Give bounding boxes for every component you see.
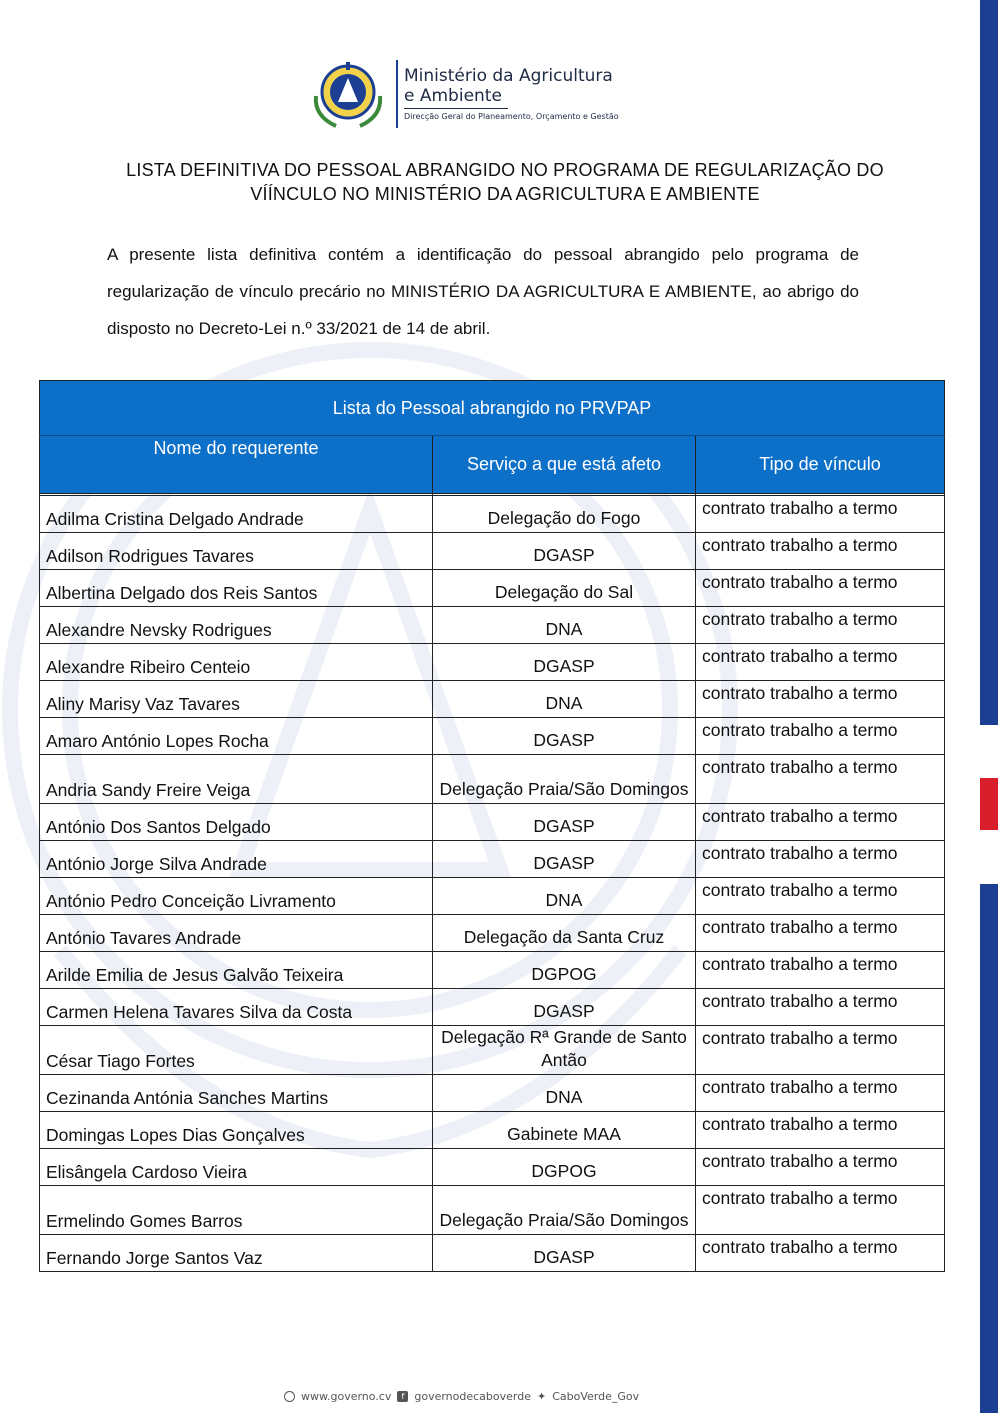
table-row: [40, 718, 945, 755]
cell-name: Alexandre Ribeiro Centeio: [40, 644, 433, 681]
cell-service: DGPOG: [433, 1149, 696, 1186]
table-body: [40, 494, 945, 1272]
table-title: Lista do Pessoal abrangido no PRVPAP: [40, 381, 945, 436]
cell-type: contrato trabalho a termo: [696, 533, 945, 570]
cell-service: Delegação Praia/São Domingos: [433, 755, 696, 804]
footer-website[interactable]: www.governo.cv: [301, 1390, 392, 1403]
globe-icon: [284, 1391, 295, 1402]
table-row: [40, 1112, 945, 1149]
cell-service: Delegação do Fogo: [433, 496, 696, 533]
ministry-logo: [308, 58, 388, 130]
cell-name: Amaro António Lopes Rocha: [40, 718, 433, 755]
cell-name: Adilson Rodrigues Tavares: [40, 533, 433, 570]
footer-facebook[interactable]: governodecaboverde: [414, 1390, 531, 1403]
footer-twitter[interactable]: CaboVerde_Gov: [552, 1390, 640, 1403]
cell-name: Albertina Delgado dos Reis Santos: [40, 570, 433, 607]
table-row: [40, 681, 945, 718]
cell-service: DNA: [433, 607, 696, 644]
ministry-line2: e Ambiente: [404, 86, 508, 109]
cell-service: DGASP: [433, 644, 696, 681]
cell-type: contrato trabalho a termo: [696, 496, 945, 533]
directorate-name: Direcção Geral do Planeamento, Orçamento e Gestão: [404, 112, 619, 121]
cell-name: Arilde Emilia de Jesus Galvão Teixeira: [40, 952, 433, 989]
cell-name: Aliny Marisy Vaz Tavares: [40, 681, 433, 718]
cell-name: Elisângela Cardoso Vieira: [40, 1149, 433, 1186]
cell-type: contrato trabalho a termo: [696, 644, 945, 681]
ministry-name: [404, 66, 613, 109]
cell-name: Carmen Helena Tavares Silva da Costa: [40, 989, 433, 1026]
table-row: [40, 607, 945, 644]
cell-type: contrato trabalho a termo: [696, 1149, 945, 1186]
table-row: [40, 1235, 945, 1272]
cell-type: contrato trabalho a termo: [696, 1186, 945, 1235]
cell-name: Adilma Cristina Delgado Andrade: [40, 496, 433, 533]
logo-divider: [396, 60, 398, 128]
column-header-name: Nome do requerente: [40, 436, 433, 494]
cell-type: contrato trabalho a termo: [696, 681, 945, 718]
document-title: [40, 158, 970, 206]
cell-name: António Dos Santos Delgado: [40, 804, 433, 841]
cell-service: DGASP: [433, 841, 696, 878]
table-row: [40, 989, 945, 1026]
cell-service: DNA: [433, 681, 696, 718]
cell-name: Fernando Jorge Santos Vaz: [40, 1235, 433, 1272]
cell-type: contrato trabalho a termo: [696, 989, 945, 1026]
cell-name: Cezinanda Antónia Sanches Martins: [40, 1075, 433, 1112]
cell-type: contrato trabalho a termo: [696, 570, 945, 607]
table-row: [40, 1186, 945, 1235]
cell-service: DGASP: [433, 989, 696, 1026]
cell-service: Delegação Praia/São Domingos: [433, 1186, 696, 1235]
cell-service: DGASP: [433, 718, 696, 755]
cell-type: contrato trabalho a termo: [696, 952, 945, 989]
cell-name: Domingas Lopes Dias Gonçalves: [40, 1112, 433, 1149]
column-header-type: Tipo de vínculo: [696, 436, 945, 494]
cell-name: António Pedro Conceição Livramento: [40, 878, 433, 915]
column-header-service: Serviço a que está afeto: [433, 436, 696, 494]
cell-service: DGASP: [433, 1235, 696, 1272]
table-row: [40, 496, 945, 533]
cell-type: contrato trabalho a termo: [696, 804, 945, 841]
cell-service: Delegação Rª Grande de Santo Antão: [433, 1026, 696, 1075]
cell-type: contrato trabalho a termo: [696, 1026, 945, 1075]
intro-paragraph: [107, 236, 859, 347]
footer: [284, 1390, 639, 1403]
cell-type: contrato trabalho a termo: [696, 755, 945, 804]
cell-name: Alexandre Nevsky Rodrigues: [40, 607, 433, 644]
cell-service: DNA: [433, 878, 696, 915]
cell-type: contrato trabalho a termo: [696, 1235, 945, 1272]
side-bar-blue-bottom: [980, 884, 998, 1413]
cell-type: contrato trabalho a termo: [696, 1112, 945, 1149]
table-row: [40, 1149, 945, 1186]
cell-type: contrato trabalho a termo: [696, 607, 945, 644]
table-row: [40, 1026, 945, 1075]
cell-type: contrato trabalho a termo: [696, 841, 945, 878]
ministry-line1: Ministério da Agricultura: [404, 66, 613, 86]
table-row: [40, 841, 945, 878]
table-row: [40, 644, 945, 681]
table-row: [40, 915, 945, 952]
cell-name: António Jorge Silva Andrade: [40, 841, 433, 878]
table-row: [40, 1075, 945, 1112]
cell-service: DGASP: [433, 804, 696, 841]
cell-name: Ermelindo Gomes Barros: [40, 1186, 433, 1235]
document-title-line2: VÍÍNCULO NO MINISTÉRIO DA AGRICULTURA E AMBIENTE: [250, 184, 760, 204]
table-row: [40, 804, 945, 841]
table-row: [40, 878, 945, 915]
cell-service: Delegação da Santa Cruz: [433, 915, 696, 952]
facebook-icon: f: [397, 1391, 408, 1402]
table-row: [40, 755, 945, 804]
cell-service: Gabinete MAA: [433, 1112, 696, 1149]
cell-service: DNA: [433, 1075, 696, 1112]
side-bar-blue-top: [980, 0, 998, 725]
cell-name: António Tavares Andrade: [40, 915, 433, 952]
table-row: [40, 570, 945, 607]
intro-part2: , ao abrigo do disposto no Decreto-Lei n.º 33/2021 de 14 de abril.: [107, 282, 859, 338]
table-row: [40, 952, 945, 989]
twitter-icon: ✦: [537, 1390, 547, 1403]
cell-service: DGPOG: [433, 952, 696, 989]
cell-type: contrato trabalho a termo: [696, 718, 945, 755]
intro-ministry: MINISTÉRIO DA AGRICULTURA E AMBIENTE: [390, 282, 752, 301]
personnel-table: [39, 380, 945, 1272]
side-bar-red: [980, 778, 998, 830]
cell-type: contrato trabalho a termo: [696, 878, 945, 915]
document-title-line1: LISTA DEFINITIVA DO PESSOAL ABRANGIDO NO PROGRAMA DE REGULARIZAÇÃO DO: [126, 160, 884, 180]
cell-name: Andria Sandy Freire Veiga: [40, 755, 433, 804]
cell-service: Delegação do Sal: [433, 570, 696, 607]
intro-part1: A presente lista definitiva contém a identificação do pessoal abrangido pelo programa de regularização de vínculo precário no: [107, 245, 859, 301]
cell-type: contrato trabalho a termo: [696, 1075, 945, 1112]
cell-service: DGASP: [433, 533, 696, 570]
cell-name: César Tiago Fortes: [40, 1026, 433, 1075]
cell-type: contrato trabalho a termo: [696, 915, 945, 952]
table-row: [40, 533, 945, 570]
